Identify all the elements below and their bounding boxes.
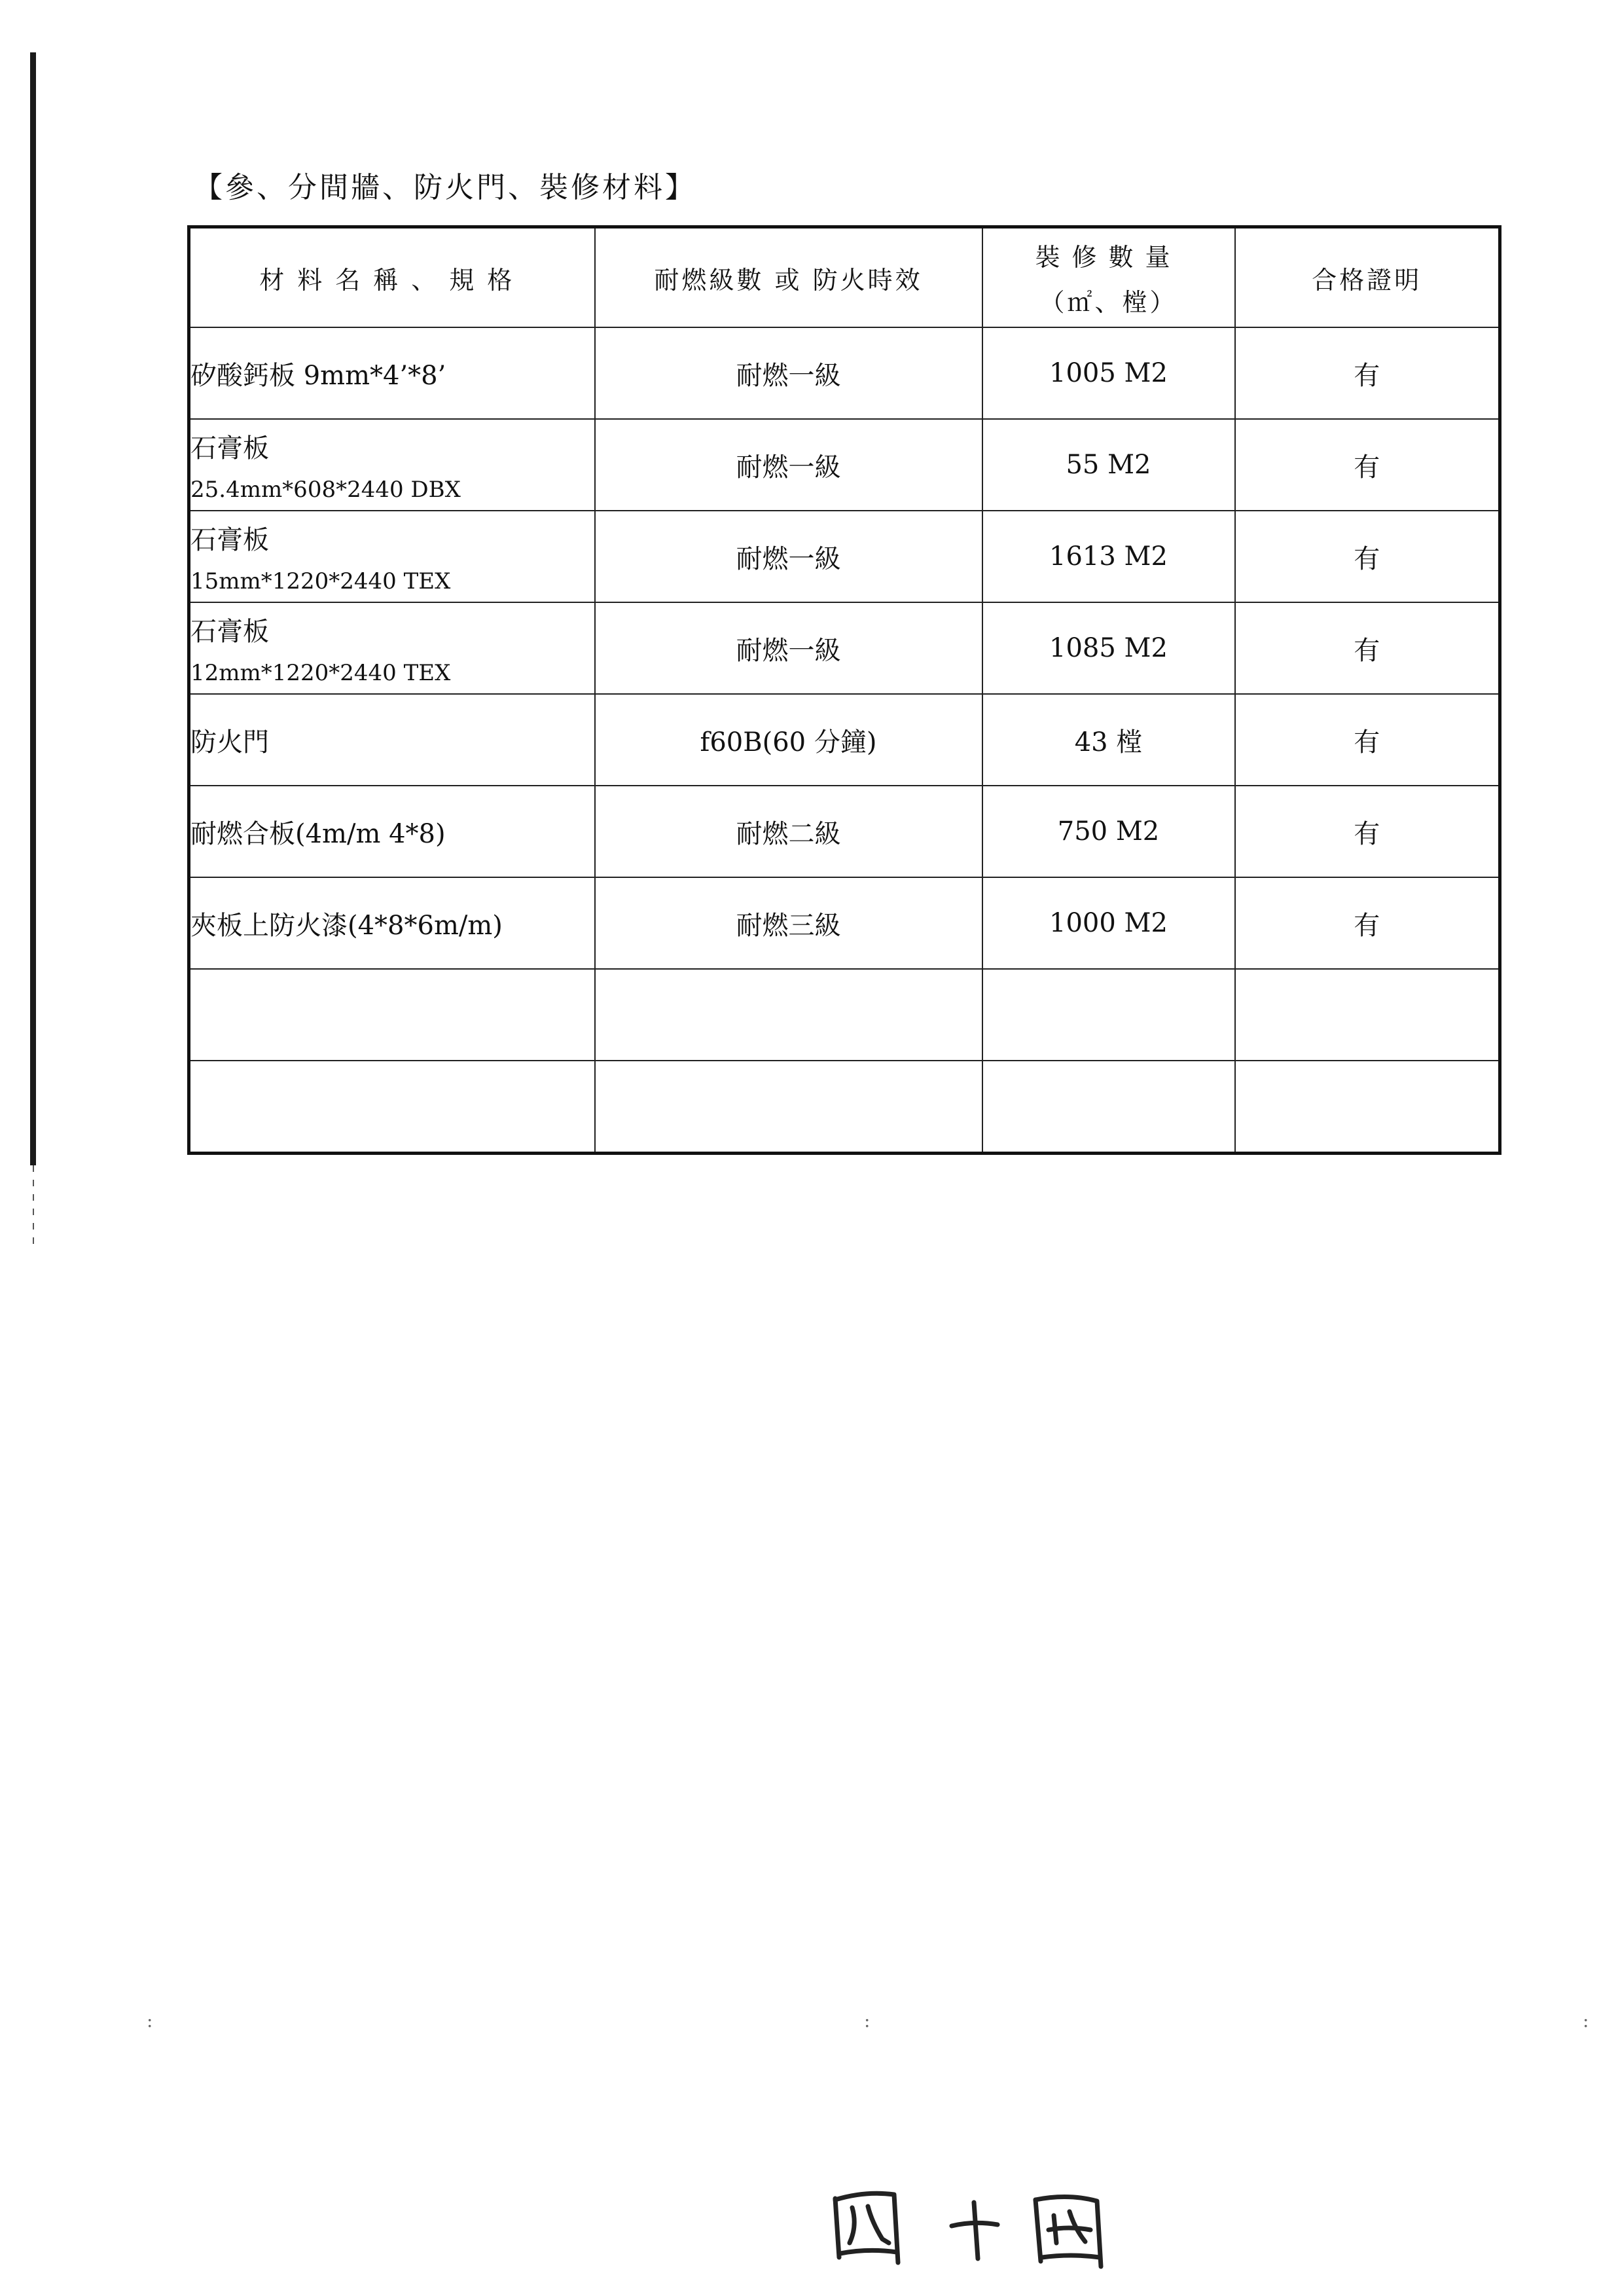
scan-edge-bar — [30, 52, 36, 1165]
cell-material-name — [189, 327, 595, 419]
cell-quantity — [982, 1061, 1235, 1154]
cell-fire-rating: f60B(60 分鐘) — [595, 694, 982, 786]
cell-certificate: 有 — [1235, 694, 1500, 786]
handwritten-page-number-stamp — [826, 2180, 1114, 2272]
cell-quantity: 43 樘 — [982, 694, 1235, 786]
header-material-name-text: 材料名稱、規格 — [259, 265, 526, 295]
cell-fire-rating: 耐燃一級 — [595, 419, 982, 511]
material-name: 矽酸鈣板 9mm*4’*8’ — [190, 360, 446, 391]
cell-quantity: 1000 M2 — [982, 877, 1235, 969]
cell-quantity: 55 M2 — [982, 419, 1235, 511]
cell-fire-rating — [595, 1061, 982, 1154]
cell-material-name — [189, 786, 595, 877]
cell-quantity: 750 M2 — [982, 786, 1235, 877]
header-certificate — [1235, 227, 1500, 328]
cell-certificate: 有 — [1235, 602, 1500, 694]
header-fire-rating-text: 耐燃級數 或 防火時效 — [654, 265, 923, 295]
cell-fire-rating — [595, 969, 982, 1061]
table-row — [189, 877, 1500, 969]
cell-material-name — [189, 1061, 595, 1154]
table-row — [189, 786, 1500, 877]
material-name: 夾板上防火漆(4*8*6m/m) — [190, 910, 503, 941]
material-spec: 25.4mm*608*2440 DBX — [190, 476, 461, 503]
cell-quantity — [982, 969, 1235, 1061]
material-name: 石膏板 — [190, 524, 269, 555]
header-quantity-unit: （㎡、樘） — [1039, 288, 1178, 317]
header-certificate-text: 合格證明 — [1312, 265, 1422, 295]
cell-quantity: 1085 M2 — [982, 602, 1235, 694]
footer-mark-left: : — [147, 2010, 153, 2032]
cell-fire-rating: 耐燃一級 — [595, 511, 982, 602]
cell-material-name — [189, 969, 595, 1061]
material-name: 防火門 — [190, 727, 269, 757]
cell-certificate — [1235, 969, 1500, 1061]
cell-certificate: 有 — [1235, 327, 1500, 419]
material-name: 耐燃合板(4m/m 4*8) — [190, 818, 446, 849]
header-quantity — [982, 227, 1235, 328]
cell-fire-rating: 耐燃一級 — [595, 602, 982, 694]
table-header-row — [189, 227, 1500, 328]
material-spec: 12mm*1220*2440 TEX — [190, 659, 451, 686]
cell-certificate: 有 — [1235, 419, 1500, 511]
table-row-empty — [189, 969, 1500, 1061]
header-quantity-title: 裝修數量 — [1035, 243, 1182, 272]
material-spec: 15mm*1220*2440 TEX — [190, 568, 451, 594]
cell-material-name — [189, 511, 595, 602]
cell-certificate: 有 — [1235, 786, 1500, 877]
table-row-empty — [189, 1061, 1500, 1154]
cell-quantity: 1005 M2 — [982, 327, 1235, 419]
cell-certificate: 有 — [1235, 511, 1500, 602]
material-name: 石膏板 — [190, 616, 269, 647]
header-material-name — [189, 227, 595, 328]
cell-certificate — [1235, 1061, 1500, 1154]
table-row — [189, 511, 1500, 602]
cell-material-name — [189, 419, 595, 511]
table-row — [189, 694, 1500, 786]
table-row — [189, 419, 1500, 511]
section-title: 【參、分間牆、防火門、裝修材料】 — [194, 171, 696, 204]
table-row — [189, 327, 1500, 419]
cell-fire-rating: 耐燃三級 — [595, 877, 982, 969]
cell-fire-rating: 耐燃一級 — [595, 327, 982, 419]
scan-edge-dashes — [33, 1165, 34, 1244]
cell-certificate: 有 — [1235, 877, 1500, 969]
cell-fire-rating: 耐燃二級 — [595, 786, 982, 877]
header-fire-rating — [595, 227, 982, 328]
cell-material-name — [189, 877, 595, 969]
cell-material-name — [189, 602, 595, 694]
footer-mark-right: : — [1583, 2010, 1589, 2032]
cell-material-name — [189, 694, 595, 786]
footer-mark-center: : — [864, 2010, 871, 2032]
table-row — [189, 602, 1500, 694]
materials-table — [187, 225, 1501, 1155]
cell-quantity: 1613 M2 — [982, 511, 1235, 602]
material-name: 石膏板 — [190, 433, 269, 464]
